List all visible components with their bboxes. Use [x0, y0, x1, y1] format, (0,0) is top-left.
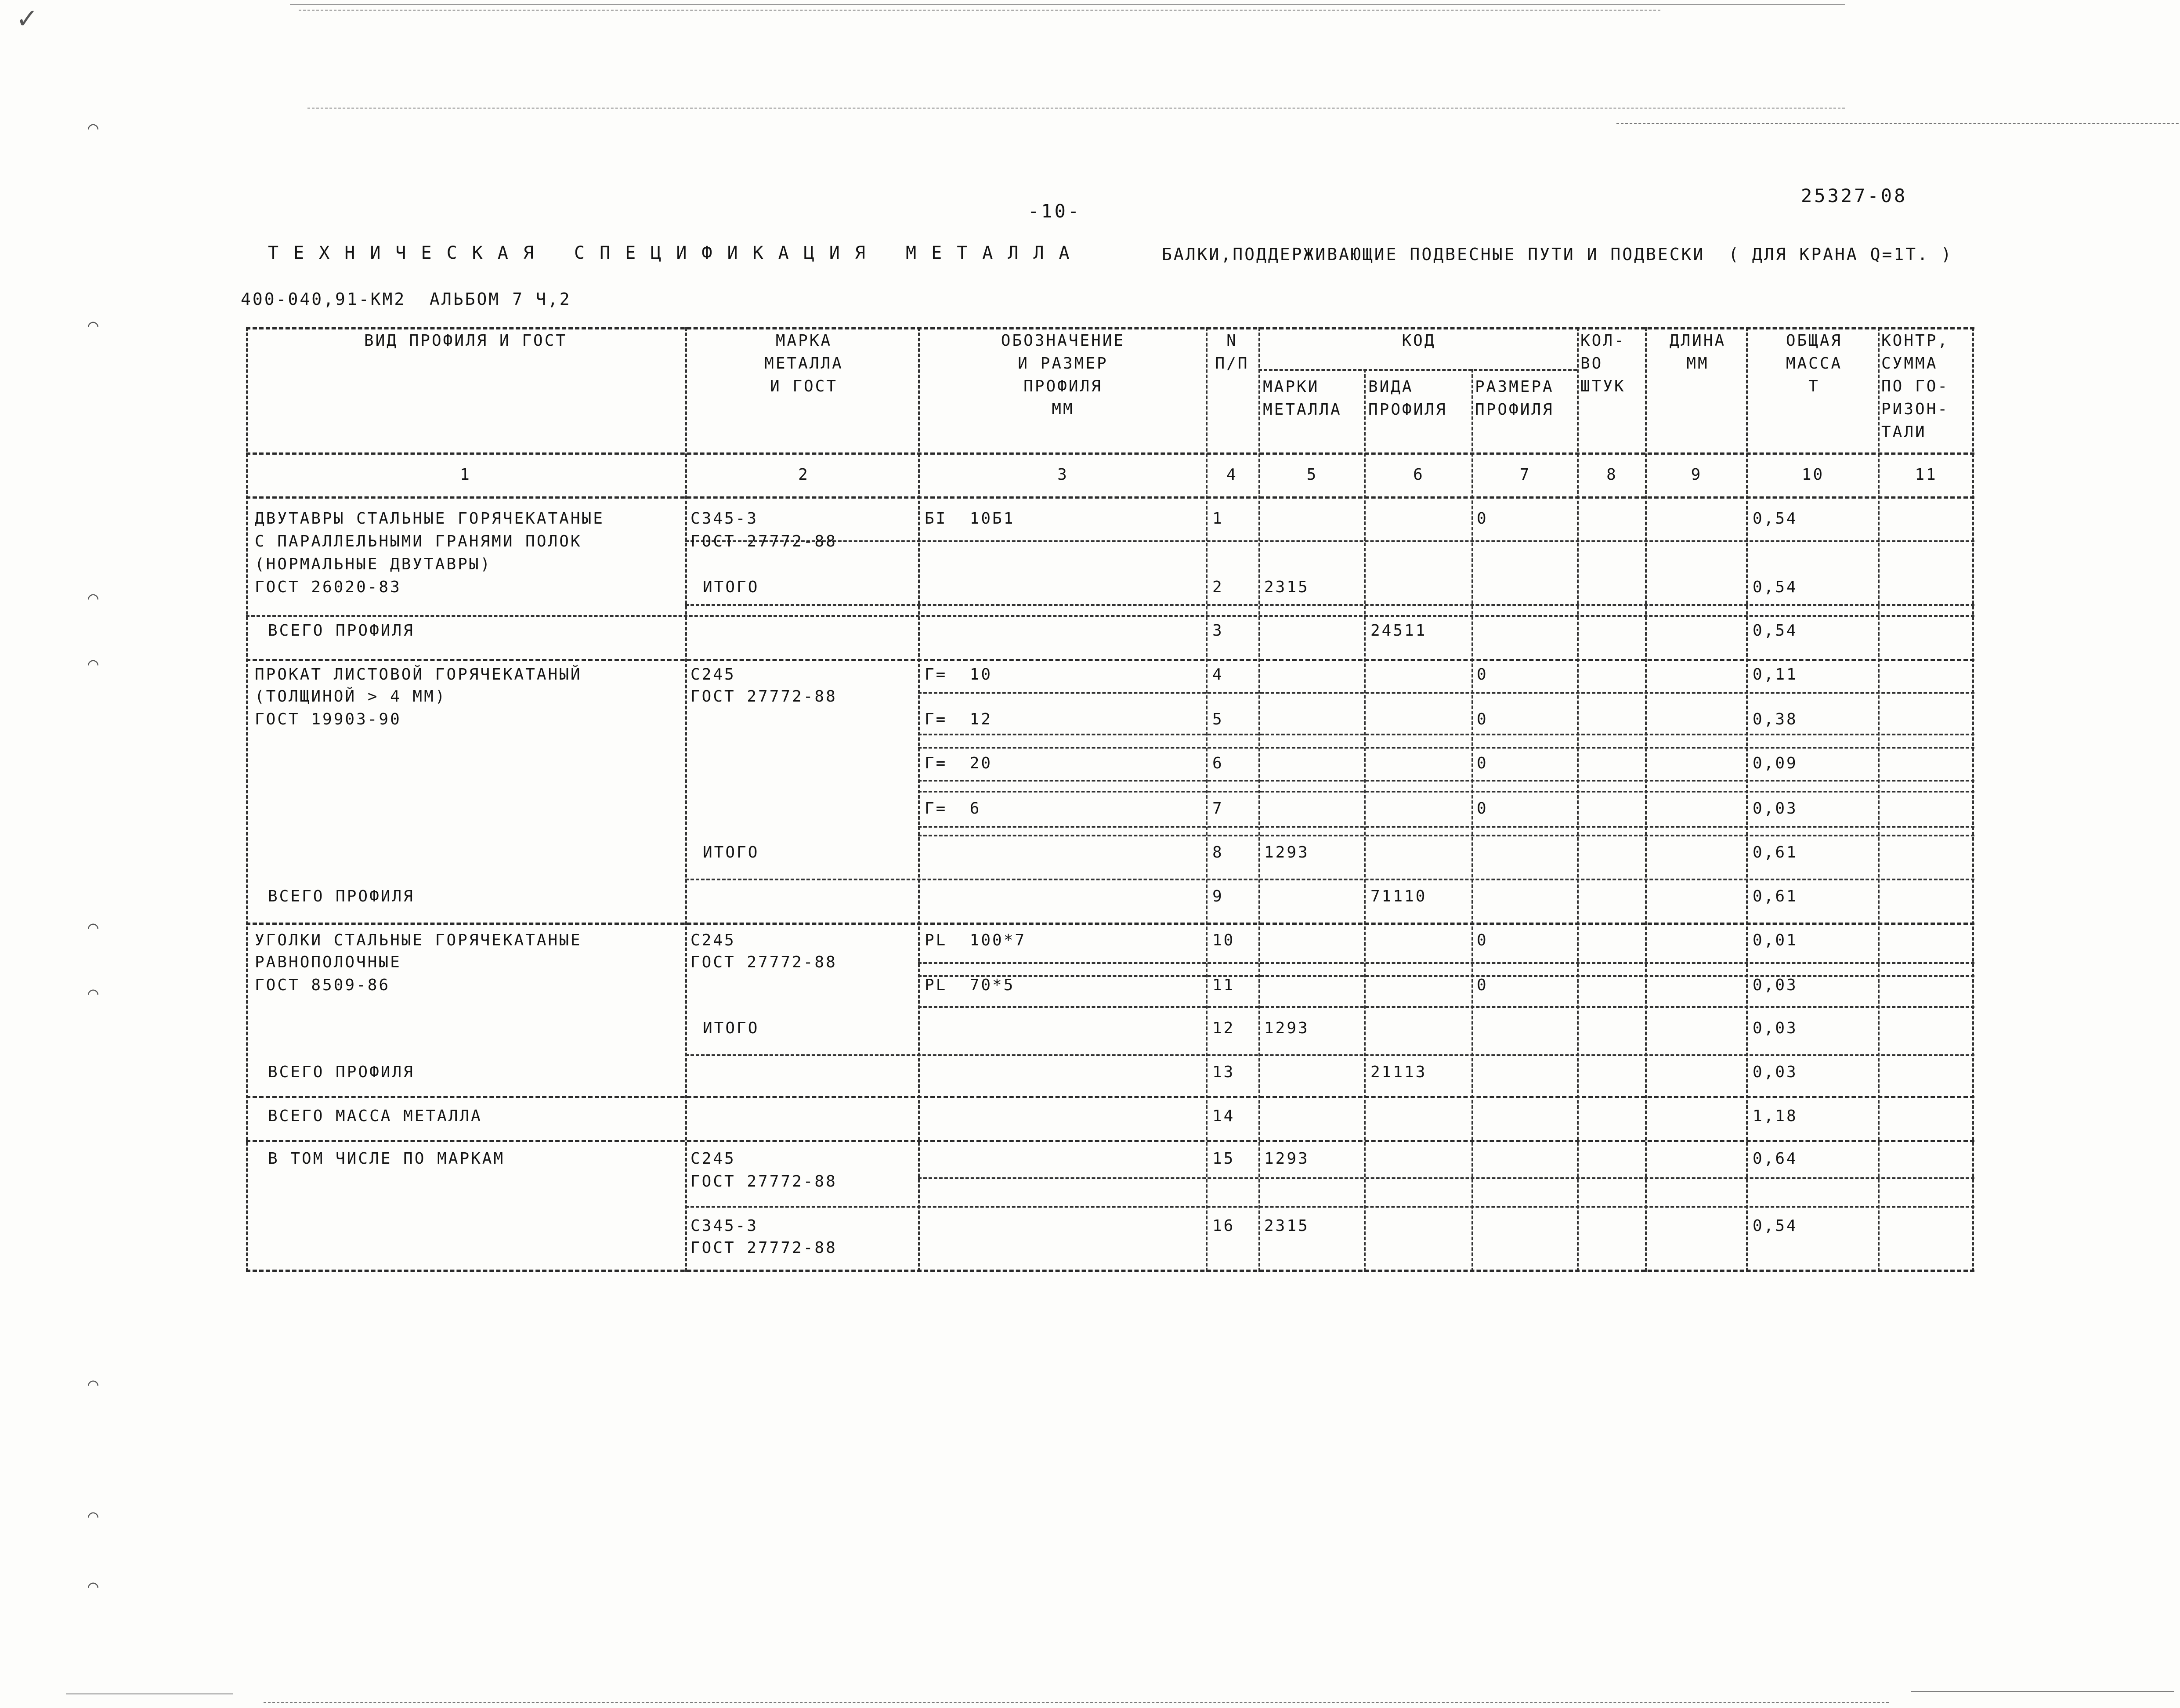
- row6-num: 4: [1212, 666, 1224, 684]
- row-rule: [685, 604, 1974, 606]
- header-col6-line1: ВИДА: [1368, 378, 1414, 396]
- table-bottom-rule: [246, 1270, 1974, 1272]
- row11-grade: ИТОГО: [703, 843, 759, 861]
- row10-mass: 0,03: [1753, 800, 1798, 818]
- row-rule: [918, 826, 1974, 828]
- header-bottom-rule: [246, 452, 1974, 455]
- header-col4-line2: П/П: [1215, 355, 1249, 373]
- colnum-10: 10: [1801, 466, 1825, 484]
- row15-size: PL 70*5: [925, 976, 1015, 994]
- row4-num: 2: [1212, 578, 1224, 596]
- colnum-8: 8: [1606, 466, 1618, 484]
- header-kod: КОД: [1402, 332, 1436, 350]
- row17-profile: ВСЕГО ПРОФИЛЯ: [268, 1063, 415, 1081]
- album-reference: 400-040,91-КМ2 АЛЬБОМ 7 Ч,2: [241, 289, 571, 309]
- row15-num: 11: [1212, 976, 1235, 994]
- row4-profile: ГОСТ 26020-83: [255, 578, 401, 596]
- header-col1: ВИД ПРОФИЛЯ И ГОСТ: [364, 332, 568, 350]
- margin-mark: ⌒: [88, 1576, 99, 1596]
- row6-profile: ПРОКАТ ЛИСТОВОЙ ГОРЯЧЕКАТАНЫЙ: [255, 666, 582, 684]
- row6-grade: С245: [691, 666, 736, 684]
- header-col7-line2: ПРОФИЛЯ: [1475, 401, 1554, 419]
- margin-mark: ⌒: [88, 315, 99, 335]
- col-divider: [1645, 327, 1647, 1272]
- col-divider: [1746, 327, 1748, 1272]
- header-col5-line2: МЕТАЛЛА: [1263, 401, 1342, 419]
- row11-code-grade: 1293: [1264, 843, 1309, 861]
- page-number: -10-: [1028, 200, 1081, 222]
- row5-mass: 0,54: [1753, 622, 1798, 640]
- header-col8-line2: ВО: [1580, 355, 1603, 373]
- colnum-2: 2: [798, 466, 810, 484]
- row-rule: [918, 1177, 1974, 1179]
- row16-code-grade: 1293: [1264, 1019, 1309, 1037]
- margin-mark: ⌒: [88, 587, 99, 608]
- row18-num: 14: [1212, 1107, 1235, 1125]
- margin-mark: ⌒: [88, 1505, 99, 1526]
- col-divider: [1364, 369, 1366, 1272]
- row13-grade: С245: [691, 931, 736, 949]
- row-rule: [685, 540, 1974, 542]
- table-border-right: [1972, 327, 1974, 1272]
- header-col10-line3: Т: [1808, 377, 1820, 395]
- row22-grade: ГОСТ 27772-88: [691, 1239, 837, 1257]
- row-rule: [918, 791, 1974, 792]
- row19-mass: 0,64: [1753, 1150, 1798, 1168]
- row21-mass: 0,54: [1753, 1217, 1798, 1235]
- col-divider: [1577, 327, 1579, 1272]
- row11-mass: 0,61: [1753, 843, 1798, 861]
- margin-mark: ⌒: [88, 117, 99, 138]
- row-rule: [246, 615, 1974, 617]
- row17-num: 13: [1212, 1063, 1235, 1081]
- row3-profile: (НОРМАЛЬНЫЕ ДВУТАВРЫ): [255, 555, 492, 573]
- colnum-5: 5: [1306, 466, 1318, 484]
- row15-code-size: 0: [1477, 976, 1488, 994]
- scan-rule-bottom-right: [1911, 1691, 2174, 1692]
- row9-mass: 0,09: [1753, 754, 1798, 772]
- row8-code-size: 0: [1477, 710, 1488, 728]
- row-rule: [918, 975, 1974, 977]
- row15-mass: 0,03: [1753, 976, 1798, 994]
- header-col6-line2: ПРОФИЛЯ: [1368, 401, 1447, 419]
- colnum-4: 4: [1226, 466, 1238, 484]
- margin-mark: ⌒: [88, 917, 99, 937]
- header-col11-line3: ПО ГО-: [1881, 377, 1949, 395]
- document-title: ТЕХНИЧЕСКАЯ СПЕЦИФИКАЦИЯ МЕТАЛЛА: [268, 243, 1085, 263]
- header-col3-line3: ПРОФИЛЯ: [1023, 377, 1103, 395]
- row1-grade: С345-3: [691, 510, 759, 528]
- row10-num: 7: [1212, 800, 1224, 818]
- colnum-3: 3: [1057, 466, 1069, 484]
- colnum-6: 6: [1413, 466, 1424, 484]
- row19-profile: В ТОМ ЧИСЛЕ ПО МАРКАМ: [268, 1150, 505, 1168]
- colnum-bottom-rule: [246, 496, 1974, 499]
- row5-code-profile: 24511: [1370, 622, 1427, 640]
- row12-num: 9: [1212, 887, 1224, 905]
- row12-profile: ВСЕГО ПРОФИЛЯ: [268, 887, 415, 905]
- row1-mass: 0,54: [1753, 510, 1798, 528]
- header-col5-line1: МАРКИ: [1263, 378, 1320, 396]
- row5-num: 3: [1212, 622, 1224, 640]
- header-col8-line3: ШТУК: [1580, 377, 1626, 395]
- row19-num: 15: [1212, 1150, 1235, 1168]
- row19-grade: С245: [691, 1150, 736, 1168]
- row19-code-grade: 1293: [1264, 1150, 1309, 1168]
- row-rule: [685, 1206, 1974, 1208]
- document-subtitle: БАЛКИ,ПОДДЕРЖИВАЮЩИЕ ПОДВЕСНЫЕ ПУТИ И ПОДВЕСКИ ( ДЛЯ КРАНА Q=1Т. ): [1162, 245, 1953, 264]
- row1-num: 1: [1212, 510, 1224, 528]
- row11-num: 8: [1212, 843, 1224, 861]
- row1-code-size: 0: [1477, 510, 1488, 528]
- colnum-9: 9: [1691, 466, 1703, 484]
- colnum-1: 1: [460, 466, 471, 484]
- scan-rule-upper: [307, 108, 1845, 109]
- row6-code-size: 0: [1477, 666, 1488, 684]
- row7-profile: (ТОЛЩИНОЙ > 4 ММ): [255, 688, 447, 706]
- row-rule: [918, 835, 1974, 836]
- row18-mass: 1,18: [1753, 1107, 1798, 1125]
- row18-profile: ВСЕГО МАССА МЕТАЛЛА: [268, 1107, 482, 1125]
- row13-code-size: 0: [1477, 931, 1488, 949]
- row1-profile: ДВУТАВРЫ СТАЛЬНЫЕ ГОРЯЧЕКАТАНЫЕ: [255, 510, 604, 528]
- check-mark-icon: ✓: [18, 0, 36, 36]
- header-col3-line2: И РАЗМЕР: [1018, 355, 1108, 373]
- header-col2-line1: МАРКА: [775, 332, 832, 350]
- row15-profile: ГОСТ 8509-86: [255, 976, 390, 994]
- col-divider: [685, 327, 687, 1272]
- scan-rule-bottom: [264, 1702, 1889, 1703]
- row2-grade: ГОСТ 27772-88: [691, 532, 837, 550]
- col-divider: [1471, 369, 1473, 1272]
- scan-rule-top-2: [299, 10, 1660, 11]
- col-divider: [1258, 327, 1260, 1272]
- header-col10-line1: ОБЩАЯ: [1786, 332, 1843, 350]
- colnum-11: 11: [1915, 466, 1938, 484]
- row10-size: Г= 6: [925, 800, 981, 818]
- row14-profile: РАВНОПОЛОЧНЫЕ: [255, 953, 401, 971]
- row4-grade: ИТОГО: [703, 578, 759, 596]
- header-col3-line1: ОБОЗНАЧЕНИЕ: [1001, 332, 1125, 350]
- row12-code-profile: 71110: [1370, 887, 1427, 905]
- row7-grade: ГОСТ 27772-88: [691, 688, 837, 706]
- header-col7-line1: РАЗМЕРА: [1475, 378, 1554, 396]
- row2-profile: С ПАРАЛЛЕЛЬНЫМИ ГРАНЯМИ ПОЛОК: [255, 532, 582, 550]
- header-col9-line1: ДЛИНА: [1669, 332, 1726, 350]
- row16-num: 12: [1212, 1019, 1235, 1037]
- row-rule: [918, 692, 1974, 694]
- row8-num: 5: [1212, 710, 1224, 728]
- row9-code-size: 0: [1477, 754, 1488, 772]
- col-divider: [1878, 327, 1880, 1272]
- row13-mass: 0,01: [1753, 931, 1798, 949]
- row-rule: [918, 1006, 1974, 1008]
- header-col11-line2: СУММА: [1881, 355, 1938, 373]
- row4-code-grade: 2315: [1264, 578, 1309, 596]
- row4-mass: 0,54: [1753, 578, 1798, 596]
- row8-profile: ГОСТ 19903-90: [255, 710, 401, 728]
- row-rule: [918, 747, 1974, 749]
- row-rule: [918, 962, 1974, 964]
- row9-num: 6: [1212, 754, 1224, 772]
- margin-mark: ⌒: [88, 653, 99, 673]
- row16-grade: ИТОГО: [703, 1019, 759, 1037]
- scan-rule-top: [290, 4, 1845, 5]
- row14-grade: ГОСТ 27772-88: [691, 953, 837, 971]
- row16-mass: 0,03: [1753, 1019, 1798, 1037]
- group-rule: [246, 923, 1974, 925]
- margin-mark: ⌒: [88, 1374, 99, 1394]
- header-col9-line2: ММ: [1686, 355, 1709, 373]
- margin-mark: ⌒: [88, 983, 99, 1003]
- row6-mass: 0,11: [1753, 666, 1798, 684]
- document-number: 25327-08: [1801, 185, 1908, 206]
- row10-code-size: 0: [1477, 800, 1488, 818]
- row13-size: PL 100*7: [925, 931, 1027, 949]
- row17-mass: 0,03: [1753, 1063, 1798, 1081]
- row17-code-profile: 21113: [1370, 1063, 1427, 1081]
- row-rule: [918, 780, 1974, 782]
- row1-size: БI 10Б1: [925, 510, 1015, 528]
- row9-size: Г= 20: [925, 754, 993, 772]
- row21-code-grade: 2315: [1264, 1217, 1309, 1235]
- header-col10-line2: МАССА: [1786, 355, 1843, 373]
- row-rule: [685, 1054, 1974, 1056]
- table-border-left: [246, 327, 248, 1272]
- row6-size: Г= 10: [925, 666, 993, 684]
- colnum-7: 7: [1519, 466, 1531, 484]
- header-col2-line2: МЕТАЛЛА: [764, 355, 843, 373]
- col-divider: [1206, 327, 1207, 1272]
- kod-subrule: [1258, 369, 1577, 371]
- row8-mass: 0,38: [1753, 710, 1798, 728]
- header-col11-line4: РИЗОН-: [1881, 400, 1949, 418]
- row13-profile: УГОЛКИ СТАЛЬНЫЕ ГОРЯЧЕКАТАНЫЕ: [255, 931, 582, 949]
- header-col11-line1: КОНТР,: [1881, 332, 1949, 350]
- row-rule: [918, 734, 1974, 735]
- row13-num: 10: [1212, 931, 1235, 949]
- group-rule: [246, 1096, 1974, 1098]
- row5-profile: ВСЕГО ПРОФИЛЯ: [268, 622, 415, 640]
- group-rule: [246, 1140, 1974, 1142]
- header-col11-line5: ТАЛИ: [1881, 423, 1927, 441]
- group-rule: [246, 659, 1974, 661]
- scan-rule-upper-right: [1616, 123, 2180, 124]
- row21-num: 16: [1212, 1217, 1235, 1235]
- header-col3-line4: ММ: [1052, 400, 1074, 418]
- row-rule: [685, 879, 1974, 880]
- row8-size: Г= 12: [925, 710, 993, 728]
- header-col4-line1: N: [1226, 332, 1238, 350]
- row21-grade: С345-3: [691, 1217, 759, 1235]
- col-divider: [918, 327, 920, 1272]
- header-col8-line1: КОЛ-: [1580, 332, 1626, 350]
- row12-mass: 0,61: [1753, 887, 1798, 905]
- header-col2-line3: И ГОСТ: [770, 377, 838, 395]
- row20-grade: ГОСТ 27772-88: [691, 1172, 837, 1191]
